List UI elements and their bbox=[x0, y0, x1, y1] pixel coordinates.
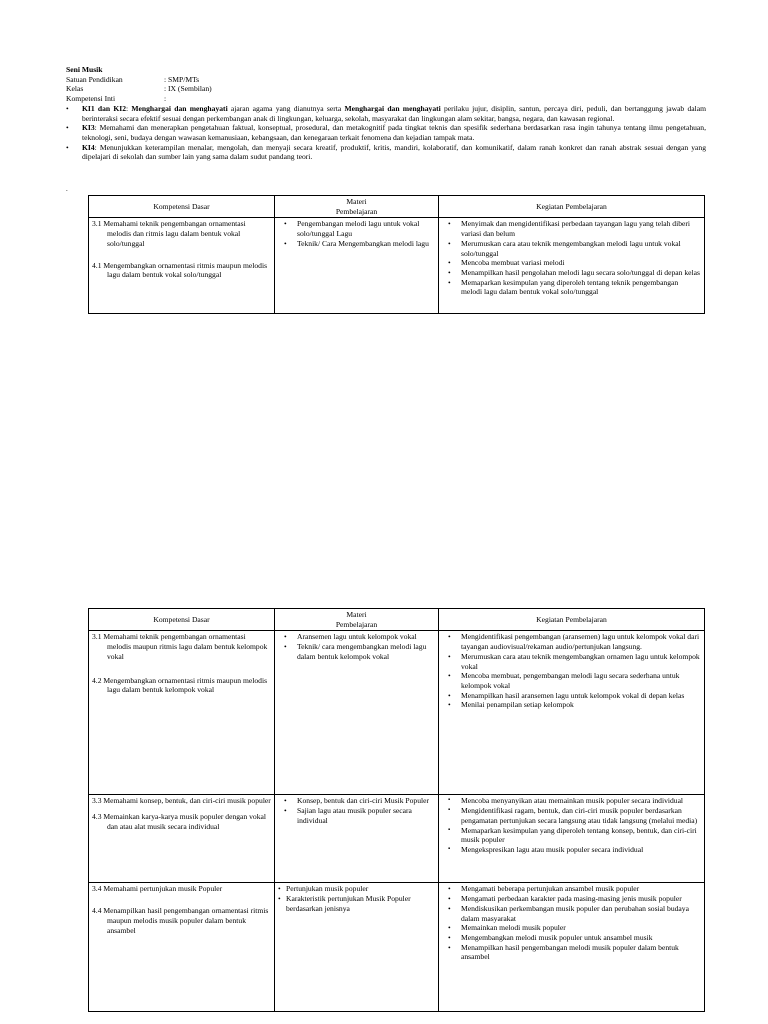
bullet-icon: • bbox=[284, 642, 287, 652]
kd-item: 4.1 Mengembangkan ornamentasi ritmis maupun melodis lagu dalam bentuk vokal solo/tunggal bbox=[92, 260, 268, 280]
list-item: • Menyimak dan mengidentifikasi perbedaan tayangan lagu yang telah diberi variasi dan belum bbox=[448, 219, 690, 239]
stray-mark: . bbox=[66, 185, 68, 193]
table-header-row bbox=[89, 196, 705, 218]
bullet-icon: • bbox=[448, 258, 451, 268]
bullet-icon: • bbox=[448, 651, 451, 661]
list-item: • Mengamati perbedaan karakter pada masing-masing jenis musik populer bbox=[448, 894, 682, 904]
ki-text: : bbox=[126, 103, 132, 113]
meta-value: : IX (Sembilan) bbox=[164, 84, 212, 94]
list-item: • Menilai penampilan setiap kelompok bbox=[448, 700, 574, 710]
list-item: • Pengembangan melodi lagu untuk vokal solo/tunggal Lagu bbox=[284, 219, 420, 239]
kd-item: 3.1 Memahami teknik pengembangan ornamentasi melodis maupun ritmis lagu dalam bentuk kelompok vokal bbox=[92, 632, 268, 661]
kegiatan-cell bbox=[439, 883, 705, 1012]
header-kegiatan: Kegiatan Pembelajaran bbox=[439, 609, 705, 631]
list-item: • Mencoba membuat variasi melodi bbox=[448, 258, 565, 268]
bullet-icon: • bbox=[448, 894, 451, 904]
ki-text: : Memahami dan menerapkan pengetahuan faktual, konseptual, prosedural, dan metakognitif pada tingkat teknis dan spesifik sederhana berdasarkan rasa ingin tahunya tentang ilmu pengetahuan, teknologi, seni, budaya dengan wawasan kemanusiaan, kebangsaan, dan kenegaraan terkait fenomena dan kejadian tampak mata. bbox=[82, 123, 706, 143]
bullet-icon: • bbox=[448, 690, 451, 700]
bullet-icon: • bbox=[284, 796, 287, 806]
square-bullet-icon: ▪ bbox=[448, 807, 451, 814]
bullet-icon: • bbox=[284, 219, 287, 229]
bullet-icon: • bbox=[66, 103, 69, 113]
meta-label: Satuan Pendidikan bbox=[66, 74, 123, 84]
list-item: ▪ Mengidentifikasi ragam, bentuk, dan ciri-ciri musik populer berdasarkan pengamatan pertunjukan secara langsung atau tidak langsung (melalui media) bbox=[448, 806, 698, 825]
bullet-icon: • bbox=[448, 923, 451, 933]
bullet-icon: • bbox=[448, 700, 451, 710]
list-item: • Mengamati beberapa pertunjukan ansambel musik populer bbox=[448, 884, 640, 894]
list-item: • Memaparkan kesimpulan yang diperoleh tentang teknik pengembangan melodi lagu dalam bentuk vokal solo/tunggal bbox=[448, 277, 679, 297]
list-item: • Menampilkan hasil pengembangan melodi musik populer dalam bentuk ansambel bbox=[448, 942, 679, 962]
kegiatan-cell bbox=[439, 218, 705, 314]
bullet-icon: • bbox=[284, 238, 287, 248]
bullet-icon: • bbox=[448, 632, 451, 642]
list-item: • Mencoba membuat, pengembangan melodi lagu secara sederhana untuk kelompok vokal bbox=[448, 671, 680, 691]
ki-item-1-2 bbox=[66, 104, 706, 123]
kegiatan-cell bbox=[439, 631, 705, 795]
competency-table-1 bbox=[88, 195, 705, 314]
materi-cell bbox=[275, 795, 439, 883]
ki-item-4 bbox=[66, 143, 706, 162]
ki-code: KI4 bbox=[82, 142, 95, 152]
square-bullet-icon: ▪ bbox=[448, 826, 451, 833]
kd-cell bbox=[89, 631, 275, 795]
kd-item: 3.3 Memahami konsep, bentuk, dan ciri-ciri musik populer bbox=[92, 796, 271, 806]
kd-item: 3.4 Memahami pertunjukan musik Populer bbox=[92, 884, 223, 894]
table-row bbox=[89, 883, 705, 1012]
ki-text: ajaran agama yang dianutnya serta bbox=[227, 103, 345, 113]
bullet-icon: • bbox=[448, 942, 451, 952]
document-title: Seni Musik bbox=[66, 65, 103, 74]
competency-table-2 bbox=[88, 608, 705, 1012]
kd-cell bbox=[89, 795, 275, 883]
table-row bbox=[89, 795, 705, 883]
list-item: • Aransemen lagu untuk kelompok vokal bbox=[284, 632, 417, 642]
ki-list bbox=[66, 104, 706, 162]
materi-cell bbox=[275, 631, 439, 795]
list-item: ▪ Mengekspresikan lagu atau musik populer secara individual bbox=[448, 845, 644, 855]
header-kompetensi-dasar: Kompetensi Dasar bbox=[89, 609, 275, 631]
bullet-icon: • bbox=[448, 277, 451, 287]
bullet-icon: • bbox=[448, 884, 451, 894]
list-item: • Konsep, bentuk dan ciri-ciri Musik Populer bbox=[284, 796, 430, 806]
meta-value: : bbox=[164, 94, 167, 104]
bullet-icon: • bbox=[284, 632, 287, 642]
bullet-icon: • bbox=[66, 123, 69, 133]
meta-value: : SMP/MTs bbox=[164, 74, 200, 84]
list-item: • Teknik/ cara mengembangkan melodi lagu dalam bentuk kelompok vokal bbox=[284, 642, 427, 661]
kegiatan-list bbox=[442, 884, 701, 962]
list-item: • Mengidentifikasi pengembangan (aransemen) lagu untuk kelompok vokal dari tayangan audiovisual/rekaman audio/pertunjukan langsung. bbox=[448, 632, 700, 652]
bullet-icon: • bbox=[448, 903, 451, 913]
bullet-icon: • bbox=[284, 806, 287, 816]
header-materi: Materi Pembelajaran bbox=[275, 609, 439, 631]
meta-row-satuan bbox=[66, 75, 706, 85]
kegiatan-list bbox=[442, 632, 701, 710]
list-item: • Sajian lagu atau musik populer secara individual bbox=[284, 806, 412, 825]
header-kompetensi-dasar: Kompetensi Dasar bbox=[89, 196, 275, 218]
table-row bbox=[89, 631, 705, 795]
bullet-icon: • bbox=[448, 933, 451, 943]
materi-list bbox=[278, 632, 435, 661]
materi-cell bbox=[275, 218, 439, 314]
kd-item: 4.4 Menampilkan hasil pengembangan ornamentasi ritmis maupun melodis musik populer dalam bentuk ansambel bbox=[92, 906, 269, 935]
bullet-icon: • bbox=[66, 142, 69, 152]
materi-list bbox=[278, 796, 435, 825]
materi-list bbox=[278, 219, 435, 248]
meta-row-kompetensi-inti bbox=[66, 94, 706, 104]
list-item: • Memainkan melodi musik populer bbox=[448, 923, 566, 933]
bullet-icon: • bbox=[278, 884, 281, 894]
table-row bbox=[89, 218, 705, 314]
kd-item: 4.3 Memainkan karya-karya musik populer dengan vokal dan atau alat musik secara individual bbox=[92, 812, 266, 831]
ki-code: KI3 bbox=[82, 123, 95, 133]
list-item: • Karakteristik pertunjukan Musik Populer berdasarkan jenisnya bbox=[278, 894, 411, 913]
square-bullet-icon: ▪ bbox=[448, 797, 451, 804]
header-materi: Materi Pembelajaran bbox=[275, 196, 439, 218]
kd-cell bbox=[89, 218, 275, 314]
materi-cell bbox=[275, 883, 439, 1012]
list-item: • Merumuskan cara atau teknik mengembangkan melodi lagu untuk vokal solo/tunggal bbox=[448, 238, 681, 258]
table-header-row bbox=[89, 609, 705, 631]
meta-label: Kompetensi Inti bbox=[66, 94, 116, 104]
ki-text: : Menunjukkan keterampilan menalar, mengolah, dan menyaji secara kreatif, produktif, kritis, mandiri, kolaboratif, dan komunikatif, dalam ranah konkret dan ranah abstrak sesuai dengan yang dipelajari di sekolah dan sumber lain yang sama dalam sudut pandang teori. bbox=[82, 142, 706, 162]
list-item: ▪ Memaparkan kesimpulan yang diperoleh tentang konsep, bentuk, dan ciri-ciri musik populer bbox=[448, 825, 697, 845]
meta-row-kelas bbox=[66, 84, 706, 94]
kd-item: 3.1 Memahami teknik pengembangan ornamentasi melodis dan ritmis lagu dalam bentuk vokal solo/tunggal bbox=[92, 219, 246, 248]
ki-text: perilaku jujur, disiplin, santun, percaya diri, peduli, dan bertanggung jawab dalam berinteraksi secara efektif sesuai dengan perkembangan anak di lingkungan, keluarga, sekolah, masyarakat dan lingkungan alam sekitar, bangsa, negara, dan kawasan regional. bbox=[82, 103, 707, 123]
list-item: • Menampilkan hasil aransemen lagu untuk kelompok vokal di depan kelas bbox=[448, 690, 685, 700]
ki-emphasis: Menghargai dan menghayati bbox=[344, 103, 441, 113]
kegiatan-cell bbox=[439, 795, 705, 883]
list-item: • Merumuskan cara atau teknik mengembangkan ornamen lagu untuk kelompok vokal bbox=[448, 651, 700, 671]
meta-label: Kelas bbox=[66, 84, 84, 94]
ki-code: KI1 dan KI2 bbox=[82, 103, 127, 113]
materi-list bbox=[278, 884, 435, 913]
ki-emphasis: Menghargai dan menghayati bbox=[131, 103, 228, 113]
list-item: • Teknik/ Cara Mengembangkan melodi lagu bbox=[284, 238, 429, 248]
header-kegiatan: Kegiatan Pembelajaran bbox=[439, 196, 705, 218]
bullet-icon: • bbox=[448, 268, 451, 278]
bullet-icon: • bbox=[278, 894, 281, 904]
kegiatan-list bbox=[442, 219, 701, 297]
bullet-icon: • bbox=[448, 238, 451, 248]
list-item: • Menampilkan hasil pengolahan melodi lagu secara solo/tunggal di depan kelas bbox=[448, 268, 700, 278]
list-item: • Mendiskusikan perkembangan musik populer dan perubahan sosial budaya dalam masyarakat bbox=[448, 903, 689, 923]
list-item: • Mengembangkan melodi musik populer untuk ansambel musik bbox=[448, 933, 653, 943]
list-item: ▪ Mencoba menyanyikan atau memainkan musik populer secara individual bbox=[448, 796, 684, 806]
bullet-icon: • bbox=[448, 219, 451, 229]
document-header bbox=[66, 65, 706, 162]
ki-item-3 bbox=[66, 123, 706, 142]
square-bullet-icon: ▪ bbox=[448, 846, 451, 853]
bullet-icon: • bbox=[448, 671, 451, 681]
kegiatan-list bbox=[442, 796, 701, 854]
kd-item: 4.2 Mengembangkan ornamentasi ritmis maupun melodis lagu dalam bentuk kelompok vokal bbox=[92, 675, 268, 695]
list-item: • Pertunjukan musik populer bbox=[278, 884, 369, 894]
kd-cell bbox=[89, 883, 275, 1012]
